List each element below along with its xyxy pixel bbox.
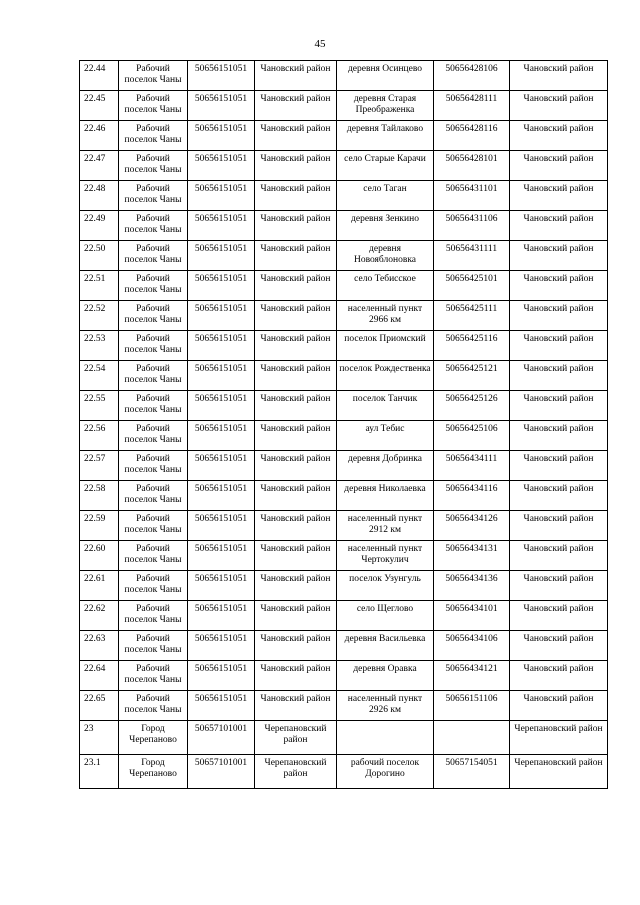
settlement-cell: аул Тебис [337, 421, 434, 451]
settlement-district-cell: Чановский район [510, 301, 608, 331]
settlement-oktmo-cell: 50656425106 [434, 421, 510, 451]
settlement-oktmo-cell: 50656434111 [434, 451, 510, 481]
row-number-cell: 23.1 [80, 755, 119, 789]
settlement-district-cell: Чановский район [510, 361, 608, 391]
municipality-oktmo-cell: 50656151051 [188, 661, 255, 691]
municipality-cell: Рабочий поселок Чаны [119, 511, 188, 541]
settlement-cell: деревня Осинцево [337, 61, 434, 91]
municipality-oktmo-cell: 50656151051 [188, 61, 255, 91]
table-row [80, 511, 608, 541]
table-row [80, 271, 608, 301]
row-number-cell: 22.64 [80, 661, 119, 691]
settlement-cell: деревня Оравка [337, 661, 434, 691]
settlement-oktmo-cell: 50656428106 [434, 61, 510, 91]
settlement-district-cell: Чановский район [510, 421, 608, 451]
settlement-oktmo-cell: 50656431106 [434, 211, 510, 241]
settlement-oktmo-cell [434, 721, 510, 755]
settlements-table [79, 60, 608, 789]
table-row [80, 721, 608, 755]
row-number-cell: 22.53 [80, 331, 119, 361]
settlement-cell: село Щеглово [337, 601, 434, 631]
settlement-cell: поселок Приомский [337, 331, 434, 361]
settlement-oktmo-cell: 50656425121 [434, 361, 510, 391]
municipality-oktmo-cell: 50656151051 [188, 151, 255, 181]
municipality-oktmo-cell: 50656151051 [188, 481, 255, 511]
district-cell: Чановский район [255, 571, 337, 601]
municipality-oktmo-cell: 50657101001 [188, 755, 255, 789]
settlement-cell: село Тебисское [337, 271, 434, 301]
municipality-cell: Рабочий поселок Чаны [119, 241, 188, 271]
municipality-cell: Рабочий поселок Чаны [119, 451, 188, 481]
settlement-cell: поселок Рождественка [337, 361, 434, 391]
table-row [80, 661, 608, 691]
municipality-oktmo-cell: 50656151051 [188, 391, 255, 421]
settlement-district-cell: Чановский район [510, 511, 608, 541]
settlement-oktmo-cell: 50656425116 [434, 331, 510, 361]
table-row [80, 391, 608, 421]
settlement-oktmo-cell: 50657154051 [434, 755, 510, 789]
row-number-cell: 22.55 [80, 391, 119, 421]
settlement-cell: село Старые Карачи [337, 151, 434, 181]
district-cell: Чановский район [255, 241, 337, 271]
district-cell: Чановский район [255, 331, 337, 361]
municipality-cell: Рабочий поселок Чаны [119, 331, 188, 361]
row-number-cell: 22.46 [80, 121, 119, 151]
table-row [80, 541, 608, 571]
row-number-cell: 22.58 [80, 481, 119, 511]
municipality-cell: Рабочий поселок Чаны [119, 481, 188, 511]
municipality-cell: Рабочий поселок Чаны [119, 391, 188, 421]
row-number-cell: 22.48 [80, 181, 119, 211]
row-number-cell: 22.45 [80, 91, 119, 121]
municipality-oktmo-cell: 50656151051 [188, 211, 255, 241]
settlement-oktmo-cell: 50656434126 [434, 511, 510, 541]
settlement-oktmo-cell: 50656434121 [434, 661, 510, 691]
municipality-cell: Рабочий поселок Чаны [119, 91, 188, 121]
table-row [80, 601, 608, 631]
municipality-cell: Рабочий поселок Чаны [119, 601, 188, 631]
settlement-oktmo-cell: 50656428111 [434, 91, 510, 121]
row-number-cell: 22.61 [80, 571, 119, 601]
settlement-district-cell: Чановский район [510, 271, 608, 301]
page-number: 45 [314, 38, 326, 50]
district-cell: Чановский район [255, 391, 337, 421]
settlement-oktmo-cell: 50656428116 [434, 121, 510, 151]
settlement-district-cell: Чановский район [510, 391, 608, 421]
municipality-oktmo-cell: 50656151051 [188, 271, 255, 301]
settlement-district-cell: Чановский район [510, 121, 608, 151]
settlement-district-cell: Чановский район [510, 151, 608, 181]
table-row [80, 481, 608, 511]
settlement-district-cell: Чановский район [510, 601, 608, 631]
settlement-district-cell: Чановский район [510, 241, 608, 271]
settlement-district-cell: Чановский район [510, 331, 608, 361]
settlement-cell: деревня Тайлаково [337, 121, 434, 151]
settlement-cell [337, 721, 434, 755]
row-number-cell: 22.60 [80, 541, 119, 571]
municipality-oktmo-cell: 50656151051 [188, 451, 255, 481]
district-cell: Чановский район [255, 451, 337, 481]
municipality-oktmo-cell: 50656151051 [188, 241, 255, 271]
district-cell: Чановский район [255, 211, 337, 241]
row-number-cell: 22.49 [80, 211, 119, 241]
settlement-oktmo-cell: 50656425126 [434, 391, 510, 421]
row-number-cell: 22.56 [80, 421, 119, 451]
row-number-cell: 23 [80, 721, 119, 755]
settlement-oktmo-cell: 50656425111 [434, 301, 510, 331]
settlement-cell: населенный пункт Чертокулич [337, 541, 434, 571]
settlement-oktmo-cell: 50656434131 [434, 541, 510, 571]
table-row [80, 691, 608, 721]
district-cell: Черепановский район [255, 721, 337, 755]
municipality-oktmo-cell: 50656151051 [188, 361, 255, 391]
municipality-oktmo-cell: 50656151051 [188, 181, 255, 211]
municipality-oktmo-cell: 50656151051 [188, 631, 255, 661]
row-number-cell: 22.47 [80, 151, 119, 181]
row-number-cell: 22.51 [80, 271, 119, 301]
row-number-cell: 22.62 [80, 601, 119, 631]
municipality-cell: Рабочий поселок Чаны [119, 631, 188, 661]
table-row [80, 301, 608, 331]
row-number-cell: 22.65 [80, 691, 119, 721]
municipality-oktmo-cell: 50656151051 [188, 601, 255, 631]
municipality-cell: Рабочий поселок Чаны [119, 541, 188, 571]
municipality-oktmo-cell: 50656151051 [188, 541, 255, 571]
district-cell: Чановский район [255, 181, 337, 211]
settlement-oktmo-cell: 50656431101 [434, 181, 510, 211]
table-row [80, 121, 608, 151]
municipality-oktmo-cell: 50656151051 [188, 691, 255, 721]
municipality-cell: Рабочий поселок Чаны [119, 181, 188, 211]
settlement-cell: деревня Старая Преображенка [337, 91, 434, 121]
table-row [80, 91, 608, 121]
municipality-oktmo-cell: 50656151051 [188, 301, 255, 331]
settlement-cell: деревня Добринка [337, 451, 434, 481]
row-number-cell: 22.44 [80, 61, 119, 91]
settlement-cell: деревня Новояблоновка [337, 241, 434, 271]
municipality-cell: Город Черепаново [119, 721, 188, 755]
settlement-cell: деревня Зенкино [337, 211, 434, 241]
municipality-cell: Рабочий поселок Чаны [119, 271, 188, 301]
settlement-cell: деревня Васильевка [337, 631, 434, 661]
municipality-oktmo-cell: 50656151051 [188, 511, 255, 541]
district-cell: Чановский район [255, 541, 337, 571]
district-cell: Чановский район [255, 661, 337, 691]
settlement-district-cell: Чановский район [510, 481, 608, 511]
municipality-cell: Рабочий поселок Чаны [119, 661, 188, 691]
municipality-oktmo-cell: 50656151051 [188, 331, 255, 361]
table-row [80, 571, 608, 601]
settlement-cell: поселок Узунгуль [337, 571, 434, 601]
settlement-cell: населенный пункт 2912 км [337, 511, 434, 541]
settlement-district-cell: Черепановский район [510, 721, 608, 755]
settlement-district-cell: Чановский район [510, 61, 608, 91]
municipality-cell: Рабочий поселок Чаны [119, 121, 188, 151]
settlement-cell: рабочий поселок Дорогино [337, 755, 434, 789]
settlement-oktmo-cell: 50656434106 [434, 631, 510, 661]
table-row [80, 421, 608, 451]
municipality-cell: Город Черепаново [119, 755, 188, 789]
settlement-oktmo-cell: 50656434101 [434, 601, 510, 631]
settlement-cell: деревня Николаевка [337, 481, 434, 511]
settlement-district-cell: Черепановский район [510, 755, 608, 789]
table-row [80, 361, 608, 391]
district-cell: Чановский район [255, 301, 337, 331]
settlement-oktmo-cell: 50656434136 [434, 571, 510, 601]
settlement-cell: поселок Танчик [337, 391, 434, 421]
district-cell: Чановский район [255, 61, 337, 91]
municipality-cell: Рабочий поселок Чаны [119, 691, 188, 721]
settlement-district-cell: Чановский район [510, 91, 608, 121]
settlement-district-cell: Чановский район [510, 181, 608, 211]
district-cell: Чановский район [255, 421, 337, 451]
settlement-oktmo-cell: 50656431111 [434, 241, 510, 271]
row-number-cell: 22.63 [80, 631, 119, 661]
municipality-cell: Рабочий поселок Чаны [119, 361, 188, 391]
district-cell: Чановский район [255, 631, 337, 661]
table-row [80, 331, 608, 361]
municipality-oktmo-cell: 50656151051 [188, 121, 255, 151]
table-row [80, 61, 608, 91]
municipality-cell: Рабочий поселок Чаны [119, 61, 188, 91]
settlement-district-cell: Чановский район [510, 691, 608, 721]
district-cell: Чановский район [255, 601, 337, 631]
settlement-oktmo-cell: 50656434116 [434, 481, 510, 511]
municipality-cell: Рабочий поселок Чаны [119, 301, 188, 331]
table-row [80, 451, 608, 481]
table-row [80, 631, 608, 661]
municipality-oktmo-cell: 50656151051 [188, 571, 255, 601]
district-cell: Чановский район [255, 511, 337, 541]
table-row [80, 211, 608, 241]
settlement-oktmo-cell: 50656428101 [434, 151, 510, 181]
settlement-oktmo-cell: 50656425101 [434, 271, 510, 301]
settlement-district-cell: Чановский район [510, 631, 608, 661]
row-number-cell: 22.54 [80, 361, 119, 391]
municipality-oktmo-cell: 50656151051 [188, 421, 255, 451]
settlement-district-cell: Чановский район [510, 451, 608, 481]
municipality-oktmo-cell: 50657101001 [188, 721, 255, 755]
municipality-cell: Рабочий поселок Чаны [119, 151, 188, 181]
district-cell: Чановский район [255, 481, 337, 511]
settlement-cell: село Таган [337, 181, 434, 211]
district-cell: Чановский район [255, 691, 337, 721]
table-row [80, 241, 608, 271]
row-number-cell: 22.57 [80, 451, 119, 481]
settlement-district-cell: Чановский район [510, 211, 608, 241]
municipality-cell: Рабочий поселок Чаны [119, 571, 188, 601]
municipality-cell: Рабочий поселок Чаны [119, 211, 188, 241]
settlement-district-cell: Чановский район [510, 571, 608, 601]
district-cell: Чановский район [255, 361, 337, 391]
district-cell: Чановский район [255, 271, 337, 301]
row-number-cell: 22.50 [80, 241, 119, 271]
district-cell: Чановский район [255, 151, 337, 181]
settlement-oktmo-cell: 50656151106 [434, 691, 510, 721]
table-body [80, 61, 608, 789]
settlement-cell: населенный пункт 2926 км [337, 691, 434, 721]
settlement-district-cell: Чановский район [510, 661, 608, 691]
row-number-cell: 22.59 [80, 511, 119, 541]
row-number-cell: 22.52 [80, 301, 119, 331]
municipality-cell: Рабочий поселок Чаны [119, 421, 188, 451]
district-cell: Чановский район [255, 91, 337, 121]
settlement-district-cell: Чановский район [510, 541, 608, 571]
district-cell: Чановский район [255, 121, 337, 151]
table-row [80, 151, 608, 181]
municipality-oktmo-cell: 50656151051 [188, 91, 255, 121]
settlement-cell: населенный пункт 2966 км [337, 301, 434, 331]
table-row [80, 755, 608, 789]
table-row [80, 181, 608, 211]
district-cell: Черепановский район [255, 755, 337, 789]
